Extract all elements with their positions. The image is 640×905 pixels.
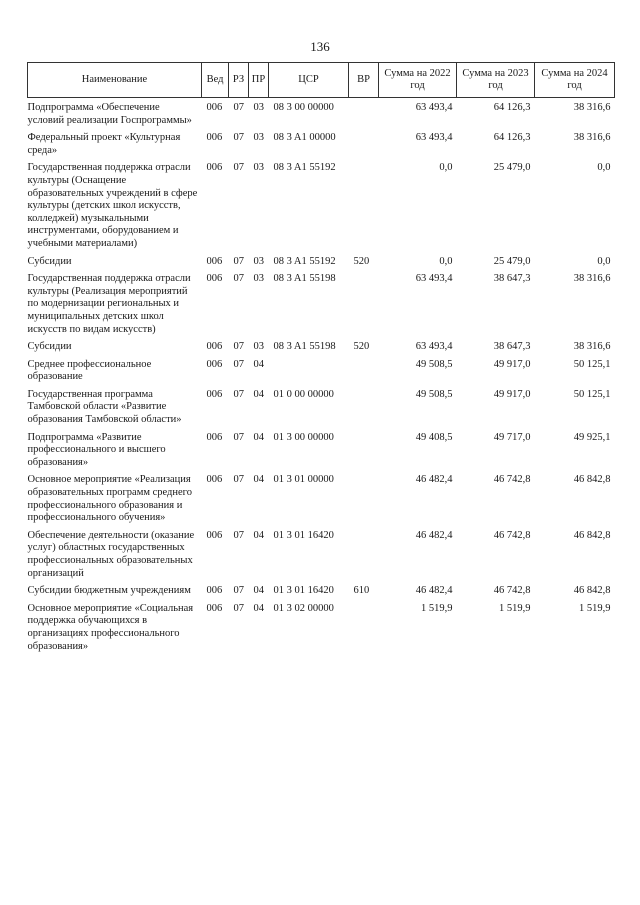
row-csr: 08 3 A1 55198 — [273, 341, 336, 353]
row-sum-2023: 25 479,0 — [493, 162, 531, 174]
row-pr: 03 — [253, 273, 264, 285]
row-pr: 04 — [253, 474, 264, 486]
header-ved: Вед — [202, 63, 229, 98]
row-ved: 006 — [206, 585, 223, 597]
page-number: 136 — [310, 39, 330, 54]
header-vr: ВР — [349, 63, 379, 98]
row-sum-2024: 46 842,8 — [573, 474, 611, 486]
row-sum-2023: 46 742,8 — [493, 585, 531, 597]
row-ved: 006 — [206, 273, 223, 285]
row-pr: 04 — [253, 388, 264, 400]
table-row — [28, 603, 615, 658]
row-name: Основное мероприятие «Реализация образовательных программ среднего профессионального образования и профессионального обучения» — [27, 474, 192, 524]
row-ved: 006 — [206, 602, 223, 614]
table-row — [28, 359, 615, 389]
row-pr: 03 — [253, 162, 264, 174]
header-rz: РЗ — [229, 63, 249, 98]
row-sum-2024: 46 842,8 — [573, 529, 611, 541]
row-pr: 04 — [253, 431, 264, 443]
row-csr: 01 0 00 00000 — [273, 388, 334, 400]
row-sum-2022: 63 493,4 — [415, 341, 453, 353]
row-rz: 07 — [233, 273, 244, 285]
header-name: Наименование — [28, 63, 202, 98]
row-sum-2022: 46 482,4 — [415, 585, 453, 597]
row-rz: 07 — [233, 255, 244, 267]
row-sum-2024: 0,0 — [597, 162, 611, 174]
row-pr: 04 — [253, 529, 264, 541]
row-sum-2022: 49 508,5 — [415, 358, 453, 370]
row-sum-2023: 64 126,3 — [493, 132, 531, 144]
row-csr: 08 3 A1 55192 — [273, 255, 336, 267]
row-pr: 03 — [253, 341, 264, 353]
row-vr — [349, 273, 379, 341]
row-sum-2022: 49 508,5 — [415, 388, 453, 400]
row-rz: 07 — [233, 132, 244, 144]
table-row — [28, 341, 615, 359]
row-ved: 006 — [206, 529, 223, 541]
row-rz: 07 — [233, 341, 244, 353]
row-sum-2024: 38 316,6 — [573, 273, 611, 285]
row-name: Обеспечение деятельности (оказание услуг) областных государственных профессиональных образовательных организаций — [27, 529, 195, 579]
row-sum-2022: 63 493,4 — [415, 102, 453, 113]
row-vr — [349, 132, 379, 162]
row-sum-2024: 1 519,9 — [579, 602, 611, 614]
row-rz: 07 — [233, 474, 244, 486]
row-vr — [349, 359, 379, 389]
row-sum-2024: 49 925,1 — [573, 431, 611, 443]
row-sum-2022: 46 482,4 — [415, 474, 453, 486]
row-rz: 07 — [233, 358, 244, 370]
row-sum-2022: 63 493,4 — [415, 132, 453, 144]
header-csr: ЦСР — [269, 63, 349, 98]
row-name: Субсидии бюджетным учреждениям — [27, 585, 191, 597]
row-csr: 01 3 01 16420 — [273, 585, 334, 597]
row-sum-2022: 0,0 — [439, 255, 453, 267]
row-pr: 03 — [253, 132, 264, 144]
row-vr — [349, 162, 379, 255]
row-pr: 04 — [253, 358, 264, 370]
row-sum-2023: 46 742,8 — [493, 474, 531, 486]
row-sum-2024: 38 316,6 — [573, 132, 611, 144]
row-rz: 07 — [233, 602, 244, 614]
row-vr — [349, 530, 379, 585]
row-ved: 006 — [206, 431, 223, 443]
row-rz: 07 — [233, 388, 244, 400]
row-pr: 03 — [253, 102, 264, 113]
row-ved: 006 — [206, 341, 223, 353]
row-vr: 610 — [353, 585, 370, 597]
row-name: Государственная поддержка отрасли культуры (Реализация мероприятий по модернизации региональных и муниципальных детских школ искусств по видам искусств) — [27, 273, 191, 335]
row-csr: 01 3 01 00000 — [273, 474, 334, 486]
header-pr: ПР — [249, 63, 269, 98]
row-sum-2023: 64 126,3 — [493, 102, 531, 113]
row-vr — [349, 389, 379, 432]
row-pr: 04 — [253, 602, 264, 614]
row-name: Среднее профессиональное образование — [27, 358, 152, 383]
row-sum-2023: 49 717,0 — [493, 431, 531, 443]
row-sum-2024: 38 316,6 — [573, 341, 611, 353]
budget-table — [27, 62, 615, 658]
row-ved: 006 — [206, 132, 223, 144]
table-row — [28, 98, 615, 133]
row-name: Субсидии — [27, 255, 72, 267]
row-sum-2024: 0,0 — [597, 255, 611, 267]
table-row — [28, 162, 615, 255]
row-vr — [349, 603, 379, 658]
table-row — [28, 256, 615, 274]
row-sum-2023: 1 519,9 — [499, 602, 531, 614]
row-ved: 006 — [206, 255, 223, 267]
table-row — [28, 432, 615, 475]
table-row — [28, 585, 615, 603]
row-ved: 006 — [206, 358, 223, 370]
row-csr: 01 3 01 16420 — [273, 529, 334, 541]
row-csr: 08 3 A1 55198 — [273, 273, 336, 285]
row-ved: 006 — [206, 388, 223, 400]
row-sum-2022: 0,0 — [439, 162, 453, 174]
row-rz: 07 — [233, 162, 244, 174]
row-name: Основное мероприятие «Социальная поддержка обучающихся в организациях профессионального образования» — [27, 602, 194, 652]
row-name: Государственная поддержка отрасли культуры (Оснащение образовательных учреждений в сфере культуры (детских школ искусств, колледжей) музыкальными инструментами, оборудованием и учебными материалами) — [27, 162, 198, 249]
table-header-row — [28, 63, 615, 98]
row-ved: 006 — [206, 474, 223, 486]
header-sum-2024: Сумма на 2024 год — [535, 63, 615, 98]
row-vr: 520 — [353, 255, 370, 267]
row-sum-2022: 49 408,5 — [415, 431, 453, 443]
row-vr — [349, 432, 379, 475]
row-name: Федеральный проект «Культурная среда» — [27, 132, 181, 156]
row-csr — [269, 359, 349, 389]
row-pr: 03 — [253, 255, 264, 267]
row-vr — [349, 474, 379, 529]
row-name: Подпрограмма «Развитие профессионального и высшего образования» — [27, 431, 166, 468]
row-ved: 006 — [206, 102, 223, 113]
row-csr: 01 3 02 00000 — [273, 602, 334, 614]
row-sum-2023: 38 647,3 — [493, 341, 531, 353]
row-sum-2024: 50 125,1 — [573, 388, 611, 400]
table-row — [28, 132, 615, 162]
row-csr: 08 3 A1 55192 — [273, 162, 336, 174]
table-row — [28, 474, 615, 529]
row-csr: 08 3 A1 00000 — [273, 132, 336, 144]
header-sum-2023: Сумма на 2023 год — [457, 63, 535, 98]
row-ved: 006 — [206, 162, 223, 174]
header-sum-2022: Сумма на 2022 год — [379, 63, 457, 98]
row-rz: 07 — [233, 102, 244, 113]
row-name: Подпрограмма «Обеспечение условий реализации Госпрограммы» — [27, 102, 192, 126]
row-sum-2024: 46 842,8 — [573, 585, 611, 597]
row-sum-2022: 46 482,4 — [415, 529, 453, 541]
row-sum-2023: 25 479,0 — [493, 255, 531, 267]
table-row — [28, 389, 615, 432]
row-sum-2022: 1 519,9 — [421, 602, 453, 614]
row-sum-2023: 38 647,3 — [493, 273, 531, 285]
row-name: Субсидии — [27, 341, 72, 353]
row-vr — [349, 98, 379, 133]
table-row — [28, 273, 615, 341]
row-vr: 520 — [353, 341, 370, 353]
row-rz: 07 — [233, 431, 244, 443]
row-sum-2023: 49 917,0 — [493, 388, 531, 400]
row-sum-2024: 50 125,1 — [573, 358, 611, 370]
row-sum-2023: 46 742,8 — [493, 529, 531, 541]
row-pr: 04 — [253, 585, 264, 597]
row-rz: 07 — [233, 529, 244, 541]
row-rz: 07 — [233, 585, 244, 597]
row-sum-2023: 49 917,0 — [493, 358, 531, 370]
row-sum-2024: 38 316,6 — [573, 102, 611, 113]
table-row — [28, 530, 615, 585]
row-sum-2022: 63 493,4 — [415, 273, 453, 285]
row-name: Государственная программа Тамбовской области «Развитие образования Тамбовской области» — [27, 388, 182, 426]
row-csr: 01 3 00 00000 — [273, 431, 334, 443]
row-csr: 08 3 00 00000 — [273, 102, 334, 113]
